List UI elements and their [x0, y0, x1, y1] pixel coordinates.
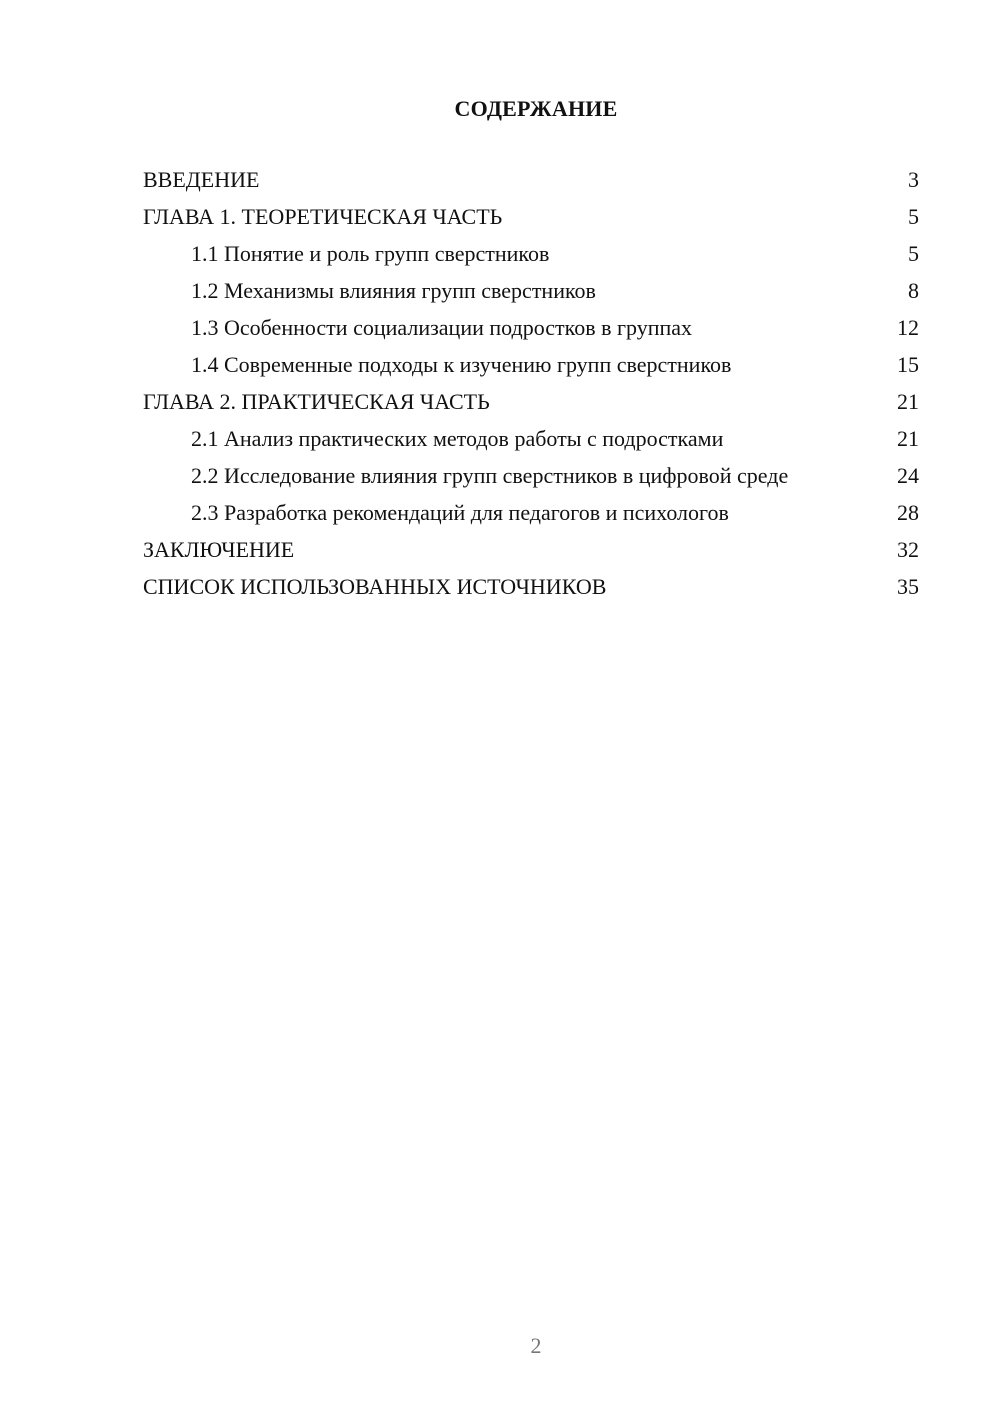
toc-entry-label: 1.2 Механизмы влияния групп сверстников — [191, 278, 596, 303]
toc-entry[interactable] — [143, 389, 919, 415]
toc-entry-page: 28 — [897, 500, 919, 525]
page-number: 2 — [530, 1333, 542, 1358]
toc-entry-label: 1.4 Современные подходы к изучению групп сверстников — [191, 352, 732, 377]
toc-entry-label: 2.1 Анализ практических методов работы с подростками — [191, 426, 724, 451]
toc-entry-page: 32 — [897, 537, 919, 562]
toc-entry-label: ГЛАВА 2. ПРАКТИЧЕСКАЯ ЧАСТЬ — [143, 389, 490, 414]
page-title: СОДЕРЖАНИЕ — [454, 96, 618, 121]
toc-entry-page: 5 — [908, 204, 919, 229]
toc-entry-page: 21 — [897, 389, 919, 414]
toc-entry[interactable] — [143, 278, 919, 304]
toc-entry-page: 3 — [908, 167, 919, 192]
toc-entry-page: 15 — [897, 352, 919, 377]
toc-entry-label: ГЛАВА 1. ТЕОРЕТИЧЕСКАЯ ЧАСТЬ — [143, 204, 503, 229]
toc-entry-label: СПИСОК ИСПОЛЬЗОВАННЫХ ИСТОЧНИКОВ — [143, 574, 607, 599]
toc-entry[interactable] — [143, 241, 919, 267]
toc-entry-label: 2.3 Разработка рекомендаций для педагогов и психологов — [191, 500, 729, 525]
toc-entry[interactable] — [143, 315, 919, 341]
toc-entry-label: 2.2 Исследование влияния групп сверстников в цифровой среде — [191, 463, 789, 488]
toc-entry[interactable] — [143, 426, 919, 452]
toc-entry-label: ЗАКЛЮЧЕНИЕ — [143, 537, 295, 562]
toc-entry-label: 1.1 Понятие и роль групп сверстников — [191, 241, 550, 266]
toc-entry-label: 1.3 Особенности социализации подростков в группах — [191, 315, 693, 340]
toc-entry-page: 5 — [908, 241, 919, 266]
toc-entry-page: 12 — [897, 315, 919, 340]
toc-entry-page: 24 — [897, 463, 919, 488]
toc-entry-page: 8 — [908, 278, 919, 303]
toc-entry[interactable] — [143, 204, 919, 230]
table-of-contents — [143, 167, 919, 611]
toc-entry[interactable] — [143, 500, 919, 526]
toc-entry[interactable] — [143, 463, 919, 489]
toc-entry[interactable] — [143, 352, 919, 378]
toc-entry-page: 21 — [897, 426, 919, 451]
toc-entry[interactable] — [143, 167, 919, 193]
toc-entry-page: 35 — [897, 574, 919, 599]
toc-entry[interactable] — [143, 537, 919, 563]
toc-entry[interactable] — [143, 574, 919, 600]
toc-entry-label: ВВЕДЕНИЕ — [143, 167, 260, 192]
